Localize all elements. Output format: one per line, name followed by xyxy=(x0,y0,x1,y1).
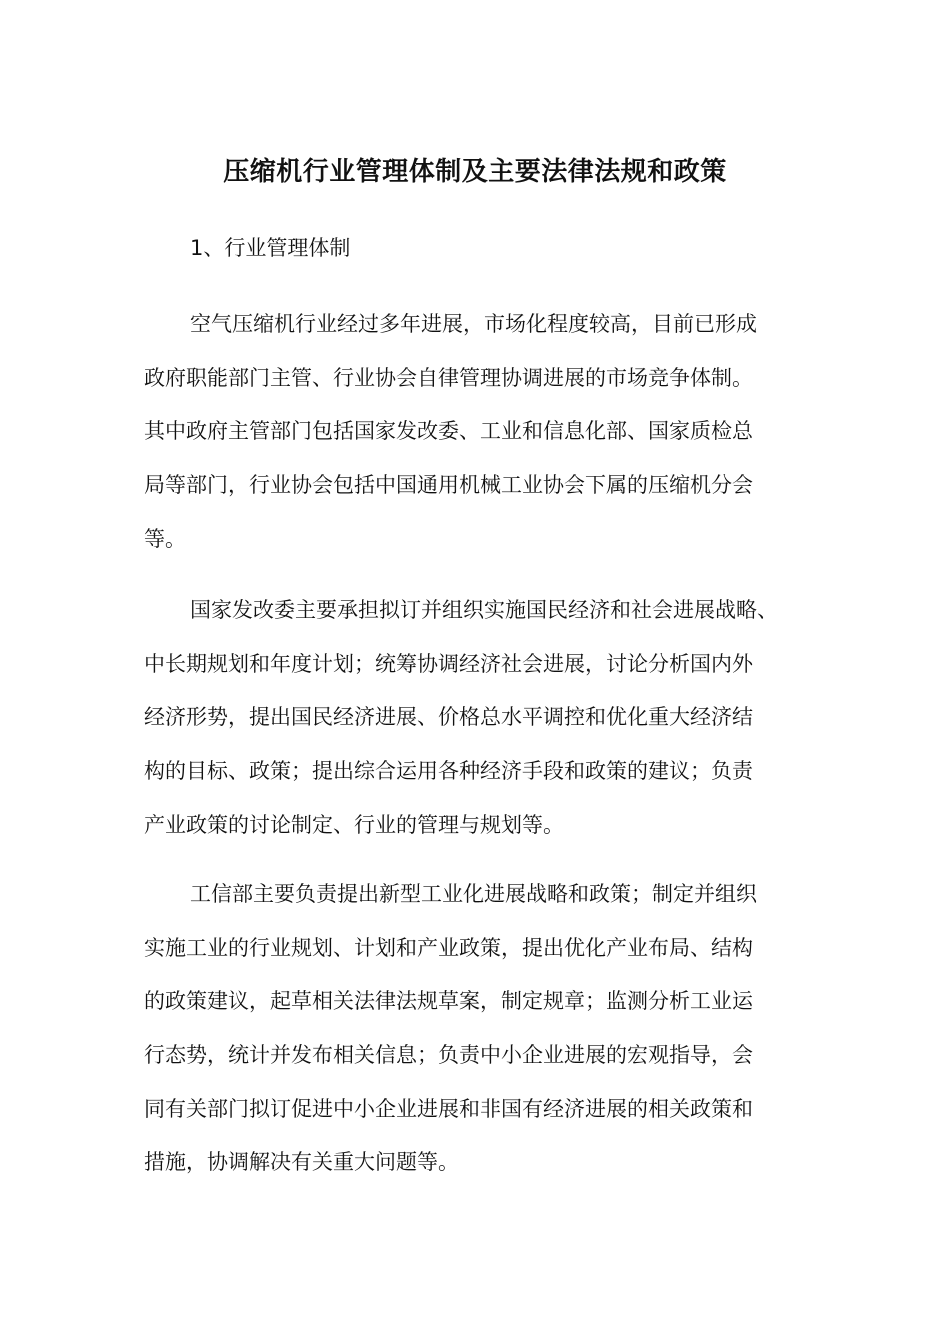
paragraph-line: 构的目标、政策；提出综合运用各种经济手段和政策的建议；负责 xyxy=(144,759,753,784)
paragraph-line: 实施工业的行业规划、计划和产业政策，提出优化产业布局、结构 xyxy=(144,935,753,960)
paragraph-line: 等。 xyxy=(144,526,186,551)
paragraph-line: 国家发改委主要承担拟订并组织实施国民经济和社会进展战略、 xyxy=(190,598,778,622)
paragraph-line: 产业政策的讨论制定、行业的管理与规划等。 xyxy=(144,812,564,837)
paragraph-line: 经济形势，提出国民经济进展、价格总水平调控和优化重大经济结 xyxy=(144,705,753,730)
paragraph-line: 空气压缩机行业经过多年进展，市场化程度较高，目前已形成 xyxy=(190,312,757,336)
paragraph-line: 政府职能部门主管、行业协会自律管理协调进展的市场竞争体制。 xyxy=(144,365,753,390)
paragraph-line: 行态势，统计并发布相关信息；负责中小企业进展的宏观指导，会 xyxy=(144,1043,753,1068)
section-heading: 1、行业管理体制 xyxy=(190,236,351,260)
paragraph-line: 工信部主要负责提出新型工业化进展战略和政策；制定并组织 xyxy=(190,882,757,906)
paragraph-line: 局等部门，行业协会包括中国通用机械工业协会下属的压缩机分会 xyxy=(144,473,753,498)
paragraph-miit xyxy=(144,868,809,1190)
paragraph-line: 的政策建议，起草相关法律法规草案，制定规章；监测分析工业运 xyxy=(144,989,753,1014)
paragraph-line: 同有关部门拟订促进中小企业进展和非国有经济进展的相关政策和 xyxy=(144,1096,753,1121)
paragraph-industry-overview xyxy=(144,298,809,566)
paragraph-ndrc xyxy=(144,584,809,852)
paragraph-line: 措施，协调解决有关重大问题等。 xyxy=(144,1150,459,1175)
document-title: 压缩机行业管理体制及主要法律法规和政策 xyxy=(223,157,727,187)
paragraph-line: 其中政府主管部门包括国家发改委、工业和信息化部、国家质检总 xyxy=(144,419,753,444)
paragraph-line: 中长期规划和年度计划；统筹协调经济社会进展，讨论分析国内外 xyxy=(144,651,753,676)
